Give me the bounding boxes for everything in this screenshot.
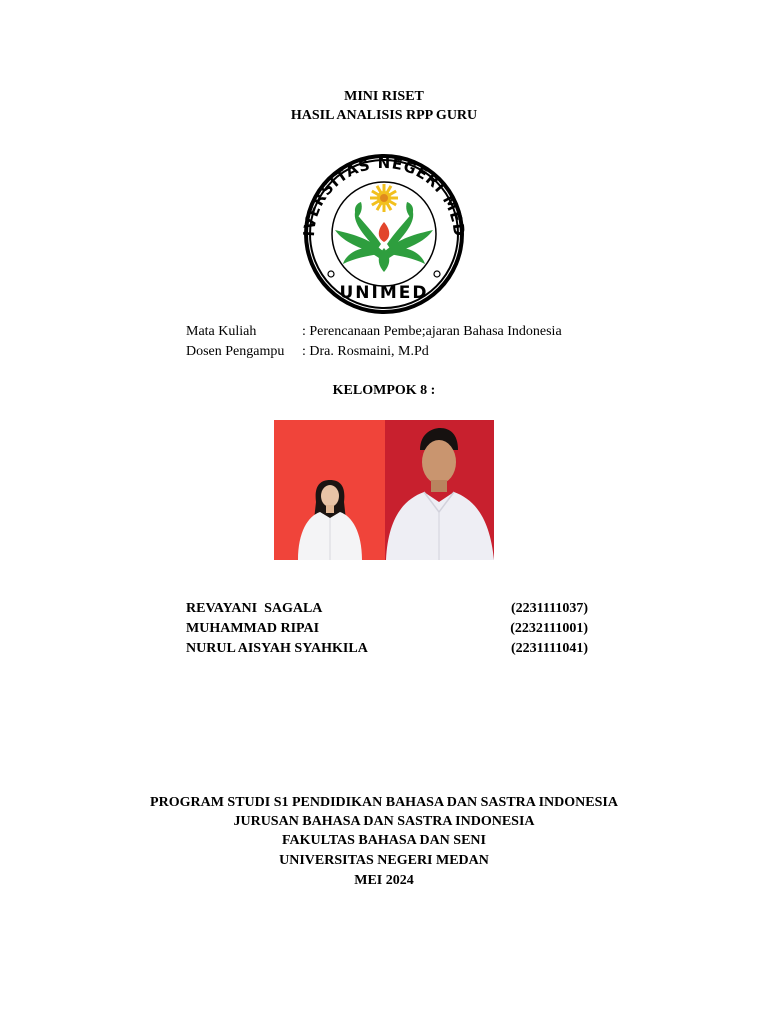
member-nim: (2231111041) bbox=[510, 641, 588, 656]
member-name: NURUL AISYAH SYAHKILA bbox=[186, 641, 368, 656]
svg-text:UNIMED: UNIMED bbox=[339, 283, 429, 303]
member-name: REVAYANI SAGALA bbox=[186, 601, 323, 616]
member-nim: (2231111037) bbox=[510, 601, 588, 616]
footer-program: PROGRAM STUDI S1 PENDIDIKAN BAHASA DAN SASTRA INDONESIA bbox=[150, 795, 618, 810]
lecturer-label: Dosen Pengampu bbox=[186, 344, 285, 359]
group-photos bbox=[274, 420, 494, 560]
member-nim: (2232111001) bbox=[510, 621, 588, 636]
member-photo-female bbox=[274, 420, 385, 560]
document-subtitle: HASIL ANALISIS RPP GURU bbox=[290, 108, 478, 123]
course-value: : Perencanaan Pembe;ajaran Bahasa Indonesia bbox=[302, 324, 562, 339]
course-row bbox=[186, 323, 562, 341]
footer-department: JURUSAN BAHASA DAN SASTRA INDONESIA bbox=[233, 814, 535, 829]
university-logo bbox=[297, 152, 471, 316]
group-title: KELOMPOK 8 : bbox=[332, 383, 436, 398]
footer-faculty: FAKULTAS BAHASA DAN SENI bbox=[282, 833, 486, 848]
member-photo-male bbox=[385, 420, 494, 560]
lecturer-row bbox=[186, 343, 429, 361]
member-name: MUHAMMAD RIPAI bbox=[186, 621, 320, 636]
footer-date: MEI 2024 bbox=[354, 873, 414, 888]
lecturer-value: : Dra. Rosmaini, M.Pd bbox=[302, 344, 429, 359]
course-label: Mata Kuliah bbox=[186, 324, 257, 339]
footer-university: UNIVERSITAS NEGERI MEDAN bbox=[279, 853, 489, 868]
svg-text:UNIVERSITAS NEGERI MEDAN: IVERSITAS NEGERI MED bbox=[299, 153, 469, 238]
document-title: MINI RISET bbox=[344, 89, 424, 104]
